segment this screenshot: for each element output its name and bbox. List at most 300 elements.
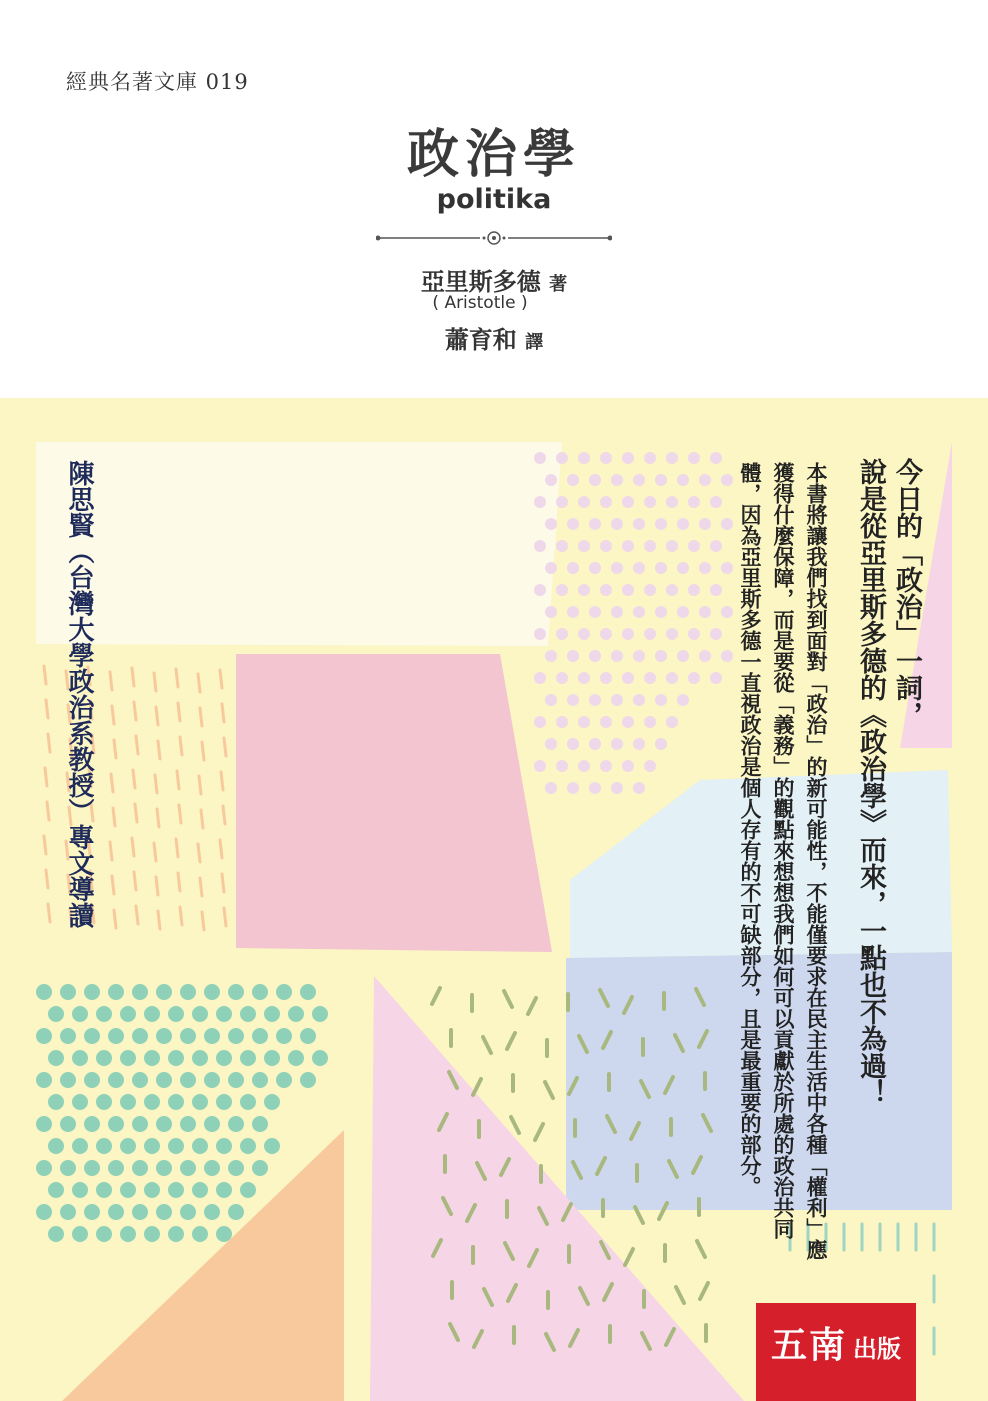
lilac-dot — [644, 760, 656, 772]
teal-dot — [216, 1006, 232, 1022]
teal-dot — [252, 984, 268, 1000]
lilac-dot — [600, 760, 612, 772]
teal-dot — [156, 1116, 172, 1132]
peach-dash — [199, 776, 201, 794]
lilac-dot — [644, 628, 656, 640]
teal-dot — [36, 1204, 52, 1220]
teal-dot — [144, 1006, 160, 1022]
lilac-dot — [644, 452, 656, 464]
teal-dot — [168, 1094, 184, 1110]
teal-dot — [96, 1006, 112, 1022]
teal-dot — [36, 1116, 52, 1132]
teal-dot — [180, 1072, 196, 1088]
teal-dot — [192, 1138, 208, 1154]
olive-dash — [511, 1117, 519, 1133]
teal-dot — [132, 1160, 148, 1176]
lilac-dot — [633, 606, 645, 618]
lilac-dot — [710, 496, 722, 508]
lilac-dot — [534, 628, 546, 640]
teal-dot — [96, 1226, 112, 1242]
teal-dot — [120, 1226, 136, 1242]
lilac-dot — [644, 584, 656, 596]
teal-dot — [72, 1138, 88, 1154]
lilac-dot — [699, 606, 711, 618]
cream-block — [36, 442, 562, 646]
translator-name: 蕭育和 — [444, 325, 517, 354]
lilac-dot — [567, 650, 579, 662]
olive-dash — [535, 1124, 543, 1140]
teal-dot — [48, 1094, 64, 1110]
teal-dot — [240, 1182, 256, 1198]
lilac-dot — [666, 672, 678, 684]
teal-dot — [156, 1160, 172, 1176]
peach-dash — [178, 703, 180, 721]
lilac-dot — [721, 474, 733, 486]
peach-dash — [220, 670, 222, 688]
lilac-dot — [611, 518, 623, 530]
teal-dot — [264, 1094, 280, 1110]
publisher-suffix: 出版 — [853, 1335, 901, 1363]
peach-dash — [223, 806, 225, 824]
teal-dot — [156, 1028, 172, 1044]
lilac-dot — [644, 672, 656, 684]
olive-dash — [700, 1283, 708, 1299]
teal-dot — [108, 1204, 124, 1220]
lilac-dot — [534, 496, 546, 508]
teal-dot — [108, 1116, 124, 1132]
lilac-dot — [710, 672, 722, 684]
teal-dot — [228, 1028, 244, 1044]
teal-dot — [36, 984, 52, 1000]
olive-dash — [545, 1082, 553, 1098]
teal-dot — [216, 1226, 232, 1242]
teal-dot — [180, 1160, 196, 1176]
teal-dot — [96, 1138, 112, 1154]
peach-dash — [224, 738, 226, 756]
lilac-dot — [666, 584, 678, 596]
teal-dot — [156, 1072, 172, 1088]
lilac-dot — [589, 738, 601, 750]
peach-dash — [200, 878, 202, 896]
peach-dash — [114, 740, 116, 758]
lilac-dot — [556, 584, 568, 596]
lilac-dot — [611, 562, 623, 574]
lilac-dot — [666, 540, 678, 552]
teal-dot — [84, 984, 100, 1000]
lilac-dot — [655, 738, 667, 750]
lilac-dot — [567, 694, 579, 706]
teal-dot — [156, 1204, 172, 1220]
lilac-dot — [545, 738, 557, 750]
lilac-dot — [633, 474, 645, 486]
peach-dash — [48, 904, 50, 922]
publisher-logo — [756, 1303, 916, 1401]
teal-dot — [204, 1116, 220, 1132]
lilac-dot — [666, 628, 678, 640]
teal-dot — [48, 1226, 64, 1242]
teal-dot — [192, 1094, 208, 1110]
teal-dot — [144, 1182, 160, 1198]
teal-dot — [228, 1204, 244, 1220]
lilac-dot — [567, 562, 579, 574]
peach-dash — [180, 907, 182, 925]
peach-dash — [202, 912, 204, 930]
teal-dot — [36, 1028, 52, 1044]
lilac-dot — [633, 738, 645, 750]
peach-dash — [200, 708, 202, 726]
teal-dot — [108, 1072, 124, 1088]
teal-dot — [252, 1028, 268, 1044]
lilac-dot — [545, 782, 557, 794]
lilac-dot — [600, 672, 612, 684]
teal-dot — [108, 1028, 124, 1044]
lilac-dot — [578, 540, 590, 552]
peach-dash — [224, 908, 226, 926]
teal-dot — [72, 1094, 88, 1110]
lilac-dot — [666, 496, 678, 508]
teal-dot — [168, 1138, 184, 1154]
lilac-dot — [578, 672, 590, 684]
lilac-dot — [567, 518, 579, 530]
teal-dot — [72, 1006, 88, 1022]
teal-dot — [264, 1006, 280, 1022]
lilac-dot — [622, 540, 634, 552]
lilac-dot — [578, 584, 590, 596]
lilac-dot — [589, 518, 601, 530]
teal-dot — [216, 1182, 232, 1198]
teal-dot — [132, 1028, 148, 1044]
lilac-dot — [611, 694, 623, 706]
lilac-dot — [567, 606, 579, 618]
lilac-dot — [611, 650, 623, 662]
olive-dash — [676, 1287, 684, 1303]
lilac-dot — [589, 474, 601, 486]
lilac-dot — [644, 496, 656, 508]
lilac-dot — [688, 496, 700, 508]
peach-dash — [158, 741, 160, 759]
teal-dot — [144, 1094, 160, 1110]
teal-dot — [84, 1116, 100, 1132]
lilac-dot — [578, 452, 590, 464]
lilac-dot — [688, 452, 700, 464]
lilac-dot — [633, 650, 645, 662]
teal-dot — [120, 1138, 136, 1154]
peach-dash — [46, 700, 48, 718]
lilac-dot — [721, 562, 733, 574]
lilac-dot — [721, 650, 733, 662]
lilac-dot — [710, 540, 722, 552]
peach-dash — [156, 707, 158, 725]
teal-dot — [228, 1072, 244, 1088]
teal-dot — [240, 1094, 256, 1110]
lilac-dot — [677, 562, 689, 574]
lilac-dot — [677, 650, 689, 662]
peach-dash — [134, 872, 136, 890]
teal-dot — [132, 1072, 148, 1088]
lilac-dot — [556, 716, 568, 728]
lilac-dot — [622, 672, 634, 684]
teal-dot — [108, 984, 124, 1000]
teal-dot — [96, 1182, 112, 1198]
lilac-dot — [655, 562, 667, 574]
olive-dash — [507, 1033, 515, 1049]
lilac-dot — [600, 452, 612, 464]
teal-dot — [180, 1116, 196, 1132]
teal-dot — [168, 1226, 184, 1242]
pink-block — [236, 654, 552, 952]
lilac-dot — [600, 628, 612, 640]
peach-dash — [157, 809, 159, 827]
lilac-dot — [622, 760, 634, 772]
lilac-dot — [534, 672, 546, 684]
lilac-dot — [611, 606, 623, 618]
teal-dot — [180, 984, 196, 1000]
teal-dot — [216, 1094, 232, 1110]
peach-dash — [158, 911, 160, 929]
teal-dot — [72, 1226, 88, 1242]
teal-dot — [144, 1138, 160, 1154]
lilac-dot — [567, 738, 579, 750]
lilac-dot — [666, 716, 678, 728]
teal-dot — [228, 984, 244, 1000]
teal-dot — [144, 1050, 160, 1066]
teal-dot — [300, 984, 316, 1000]
lilac-dot — [644, 540, 656, 552]
lilac-dot — [721, 606, 733, 618]
lilac-dot — [655, 650, 667, 662]
lilac-dot — [556, 672, 568, 684]
peach-dash — [154, 843, 156, 861]
teal-dot — [216, 1050, 232, 1066]
teal-dot — [192, 1006, 208, 1022]
lilac-dot — [655, 474, 667, 486]
peach-dash — [176, 669, 178, 687]
peach-dash — [134, 702, 136, 720]
peach-dash — [155, 775, 157, 793]
publisher-name: 五南 — [770, 1325, 847, 1366]
peach-dash — [112, 876, 114, 894]
translator-line — [0, 320, 988, 355]
teal-dot — [276, 1028, 292, 1044]
olive-dash — [504, 991, 512, 1007]
lilac-dot — [688, 628, 700, 640]
blurb-text: 本書將讓我們找到面對「政治」的新可能性，不能僅要求在民主生活中各種「權利」應獲得什麼保障，而是要從「義務」的觀點來想想我們如何可以貢獻於所處的政治共同體，因為亞里斯多德一直視政治是個人存有的不可缺部分，且是最重要的部分。 — [738, 462, 829, 1260]
lilac-dot — [699, 474, 711, 486]
teal-dot — [132, 1204, 148, 1220]
lilac-dot — [710, 452, 722, 464]
lilac-dot — [699, 650, 711, 662]
peach-dash — [222, 704, 224, 722]
lilac-dot — [655, 518, 667, 530]
teal-dot — [60, 984, 76, 1000]
peach-dash — [136, 736, 138, 754]
lilac-dot — [600, 496, 612, 508]
teal-dot — [84, 1028, 100, 1044]
teal-dot — [120, 1050, 136, 1066]
peach-dash — [132, 838, 134, 856]
author-english-name: ( Aristotle ) — [432, 293, 528, 313]
peach-triangle — [62, 1130, 344, 1401]
lilac-dot — [578, 628, 590, 640]
peach-dash — [202, 742, 204, 760]
peach-dash — [111, 774, 113, 792]
lilac-dot — [633, 562, 645, 574]
teal-dot — [72, 1182, 88, 1198]
peach-dash — [112, 706, 114, 724]
teal-dot — [36, 1072, 52, 1088]
lilac-dot — [600, 716, 612, 728]
teal-dot — [288, 1006, 304, 1022]
teal-dot — [60, 1028, 76, 1044]
lilac-dot — [578, 760, 590, 772]
teal-dot — [48, 1138, 64, 1154]
lilac-dot — [710, 584, 722, 596]
peach-dash — [135, 804, 137, 822]
peach-dash — [47, 802, 49, 820]
olive-dash — [697, 1241, 705, 1257]
peach-dash — [180, 737, 182, 755]
peach-dash — [176, 839, 178, 857]
lilac-dot — [545, 694, 557, 706]
lilac-dot — [545, 562, 557, 574]
teal-dot — [204, 1072, 220, 1088]
peach-dash — [132, 668, 134, 686]
lilac-dot — [567, 782, 579, 794]
teal-dot — [300, 1072, 316, 1088]
teal-dot — [240, 1006, 256, 1022]
teal-dot — [300, 1028, 316, 1044]
peach-dash — [113, 808, 115, 826]
teal-dot — [120, 1006, 136, 1022]
peach-dash — [220, 840, 222, 858]
peach-dash — [48, 734, 50, 752]
lilac-dot — [622, 716, 634, 728]
author-line — [0, 262, 988, 297]
peach-dash — [114, 910, 116, 928]
lilac-dot — [589, 694, 601, 706]
teal-dot — [180, 1028, 196, 1044]
teal-dot — [180, 1204, 196, 1220]
foreword-credit: 陳思賢（台灣大學政治系教授）專文導讀 — [64, 460, 94, 928]
lilac-dot — [699, 562, 711, 574]
teal-dot — [48, 1006, 64, 1022]
lilac-dot — [677, 606, 689, 618]
olive-dash — [625, 1249, 633, 1265]
teal-dot — [204, 1160, 220, 1176]
lilac-dot — [600, 584, 612, 596]
peach-dash — [201, 810, 203, 828]
lilac-dot — [534, 584, 546, 596]
peach-dash — [179, 805, 181, 823]
lilac-dot — [556, 540, 568, 552]
teal-dot — [204, 984, 220, 1000]
lilac-dot — [600, 540, 612, 552]
lilac-dot — [556, 452, 568, 464]
olive-dash — [473, 1079, 481, 1095]
peach-dash — [222, 874, 224, 892]
teal-dot — [60, 1072, 76, 1088]
lilac-dot — [655, 606, 667, 618]
teal-dot — [204, 1028, 220, 1044]
peach-dash — [178, 873, 180, 891]
teal-dot — [192, 1050, 208, 1066]
teal-dot — [96, 1094, 112, 1110]
teal-dot — [312, 1006, 328, 1022]
abstract-shapes — [0, 398, 988, 1401]
lilac-dot — [589, 782, 601, 794]
lilac-dot — [545, 518, 557, 530]
series-label: 經典名著文庫 019 — [66, 70, 249, 94]
translator-role: 譯 — [525, 332, 544, 353]
teal-dot — [132, 984, 148, 1000]
lilac-dot — [611, 738, 623, 750]
lilac-dot — [567, 474, 579, 486]
teal-dot — [192, 1182, 208, 1198]
lilac-dot — [589, 606, 601, 618]
teal-dot — [168, 1182, 184, 1198]
teal-dot — [228, 1116, 244, 1132]
book-subtitle: politika — [436, 184, 552, 215]
teal-dot — [168, 1006, 184, 1022]
lilac-dot — [633, 782, 645, 794]
teal-dot — [72, 1050, 88, 1066]
lilac-dot — [633, 518, 645, 530]
lilac-dot — [589, 562, 601, 574]
olive-dash — [528, 998, 536, 1014]
teal-dot — [192, 1226, 208, 1242]
lilac-dot — [622, 452, 634, 464]
teal-dot — [84, 1160, 100, 1176]
lilac-dot — [545, 606, 557, 618]
lilac-dot — [633, 694, 645, 706]
peach-dash — [110, 672, 112, 690]
peach-dash — [198, 674, 200, 692]
teal-dot — [84, 1072, 100, 1088]
teal-dot — [276, 1072, 292, 1088]
headline-quote: 今日的「政治」一詞， 說是從亞里斯多德的《政治學》而來，一點也不為過！ — [855, 458, 922, 1106]
lilac-dot — [622, 496, 634, 508]
peach-dash — [154, 673, 156, 691]
lilac-dot — [688, 584, 700, 596]
peach-dash — [46, 870, 48, 888]
teal-dot — [96, 1050, 112, 1066]
peach-dash — [221, 772, 223, 790]
teal-dot — [108, 1160, 124, 1176]
teal-dot — [252, 1160, 268, 1176]
olive-dash — [483, 1037, 491, 1053]
teal-dot — [36, 1160, 52, 1176]
lilac-dot — [534, 760, 546, 772]
teal-dot — [60, 1116, 76, 1132]
cover-artwork — [0, 398, 988, 1401]
lilac-dot — [721, 518, 733, 530]
teal-dot — [60, 1160, 76, 1176]
teal-dot — [312, 1050, 328, 1066]
peach-dash — [44, 666, 46, 684]
teal-dot — [84, 1204, 100, 1220]
teal-dot — [288, 1050, 304, 1066]
lilac-dot — [644, 716, 656, 728]
lilac-dot — [545, 474, 557, 486]
peach-dash — [133, 770, 135, 788]
lilac-dot — [578, 716, 590, 728]
lilac-dot — [534, 540, 546, 552]
ornament-divider — [376, 228, 612, 248]
olive-dash — [432, 988, 440, 1004]
lilac-dot — [655, 694, 667, 706]
lilac-dot — [666, 452, 678, 464]
teal-dot — [252, 1116, 268, 1132]
